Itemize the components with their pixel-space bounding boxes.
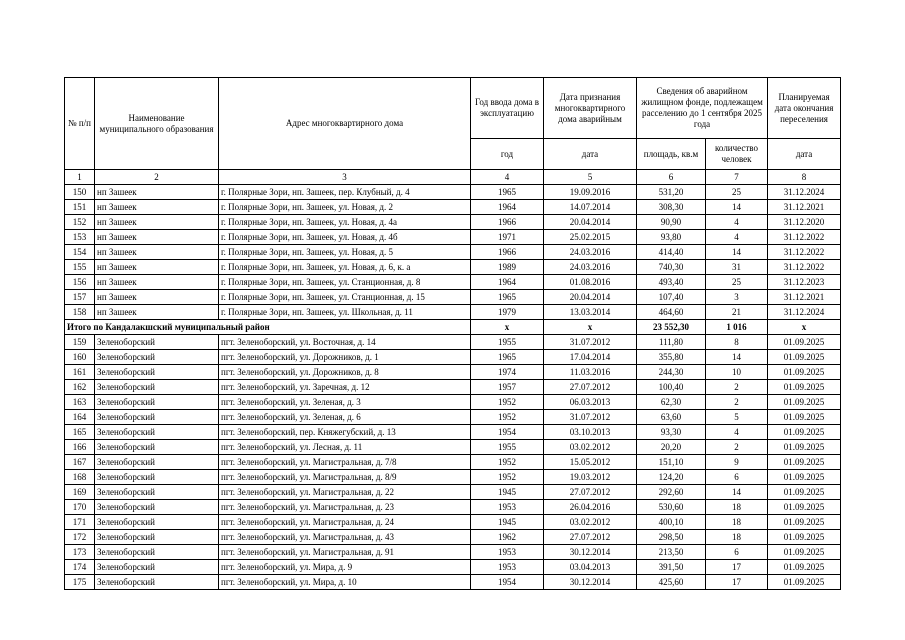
cell-year: 1954 [471, 575, 544, 590]
cell-address: г. Полярные Зори, нп. Зашеек, ул. Станционная, д. 8 [219, 275, 471, 290]
cell-address: г. Полярные Зори, нп. Зашеек, пер. Клубный, д. 4 [219, 185, 471, 200]
cell-num: 150 [65, 185, 95, 200]
column-number: 8 [768, 170, 841, 185]
cell-municipality: нп Зашеек [95, 230, 219, 245]
cell-end: 31.12.2022 [768, 260, 841, 275]
cell-date: 06.03.2013 [544, 395, 637, 410]
cell-end: 01.09.2025 [768, 485, 841, 500]
cell-address: г. Полярные Зори, нп. Зашеек, ул. Новая, д. 4б [219, 230, 471, 245]
total-area: 23 552,30 [637, 320, 706, 335]
cell-address: пгт. Зеленоборский, ул. Мира, д. 10 [219, 575, 471, 590]
cell-date: 03.10.2013 [544, 425, 637, 440]
cell-people: 21 [706, 305, 768, 320]
cell-area: 308,30 [637, 200, 706, 215]
table-row [65, 245, 841, 260]
cell-date: 13.03.2014 [544, 305, 637, 320]
cell-address: г. Полярные Зори, нп. Зашеек, ул. Станционная, д. 15 [219, 290, 471, 305]
cell-num: 167 [65, 455, 95, 470]
cell-end: 01.09.2025 [768, 560, 841, 575]
cell-year: 1952 [471, 470, 544, 485]
cell-end: 01.09.2025 [768, 530, 841, 545]
cell-date: 17.04.2014 [544, 350, 637, 365]
cell-date: 20.04.2014 [544, 215, 637, 230]
cell-address: пгт. Зеленоборский, ул. Магистральная, д. 23 [219, 500, 471, 515]
cell-end: 01.09.2025 [768, 500, 841, 515]
cell-address: пгт. Зеленоборский, ул. Восточная, д. 14 [219, 335, 471, 350]
header-municipality: Наименование муниципального образования [95, 78, 219, 170]
cell-num: 158 [65, 305, 95, 320]
cell-num: 160 [65, 350, 95, 365]
table-row [65, 545, 841, 560]
cell-area: 530,60 [637, 500, 706, 515]
table-row [65, 575, 841, 590]
cell-area: 93,80 [637, 230, 706, 245]
cell-people: 17 [706, 560, 768, 575]
cell-area: 63,60 [637, 410, 706, 425]
cell-people: 18 [706, 500, 768, 515]
cell-address: г. Полярные Зори, нп. Зашеек, ул. Новая, д. 2 [219, 200, 471, 215]
cell-municipality: Зеленоборский [95, 560, 219, 575]
cell-year: 1966 [471, 245, 544, 260]
cell-address: пгт. Зеленоборский, ул. Магистральная, д. 8/9 [219, 470, 471, 485]
cell-municipality: Зеленоборский [95, 515, 219, 530]
cell-end: 01.09.2025 [768, 365, 841, 380]
header-year-commission: Год ввода дома в эксплуатацию [471, 78, 544, 139]
cell-municipality: Зеленоборский [95, 380, 219, 395]
cell-end: 31.12.2021 [768, 200, 841, 215]
table-row [65, 350, 841, 365]
total-end: x [768, 320, 841, 335]
cell-year: 1953 [471, 560, 544, 575]
cell-area: 20,20 [637, 440, 706, 455]
cell-area: 107,40 [637, 290, 706, 305]
table-row [65, 200, 841, 215]
cell-num: 172 [65, 530, 95, 545]
rows-zelenoborsky [65, 335, 841, 590]
cell-address: пгт. Зеленоборский, ул. Дорожников, д. 1 [219, 350, 471, 365]
cell-area: 531,20 [637, 185, 706, 200]
cell-num: 174 [65, 560, 95, 575]
total-row [65, 320, 841, 335]
cell-date: 27.07.2012 [544, 380, 637, 395]
rows-zasheek [65, 185, 841, 320]
header-emergency-info: Сведения об аварийном жилищном фонде, подлежащем расселению до 1 сентября 2025 года [637, 78, 768, 139]
cell-date: 03.04.2013 [544, 560, 637, 575]
cell-area: 391,50 [637, 560, 706, 575]
cell-people: 10 [706, 365, 768, 380]
cell-date: 27.07.2012 [544, 485, 637, 500]
cell-people: 6 [706, 545, 768, 560]
cell-address: г. Полярные Зори, нп. Зашеек, ул. Новая, д. 4а [219, 215, 471, 230]
header-address: Адрес многоквартирного дома [219, 78, 471, 170]
cell-people: 18 [706, 515, 768, 530]
cell-municipality: нп Зашеек [95, 200, 219, 215]
cell-year: 1962 [471, 530, 544, 545]
cell-year: 1964 [471, 200, 544, 215]
cell-num: 163 [65, 395, 95, 410]
cell-address: пгт. Зеленоборский, ул. Зеленая, д. 3 [219, 395, 471, 410]
cell-area: 111,80 [637, 335, 706, 350]
cell-end: 31.12.2024 [768, 305, 841, 320]
cell-end: 31.12.2022 [768, 245, 841, 260]
cell-end: 01.09.2025 [768, 380, 841, 395]
resettlement-table [64, 77, 841, 590]
subheader-date2: дата [768, 139, 841, 170]
cell-end: 31.12.2024 [768, 185, 841, 200]
cell-num: 157 [65, 290, 95, 305]
cell-year: 1965 [471, 185, 544, 200]
header-num: № п/п [65, 78, 95, 170]
cell-date: 20.04.2014 [544, 290, 637, 305]
cell-year: 1979 [471, 305, 544, 320]
table-row [65, 425, 841, 440]
cell-people: 6 [706, 470, 768, 485]
cell-end: 01.09.2025 [768, 410, 841, 425]
cell-year: 1954 [471, 425, 544, 440]
cell-address: пгт. Зеленоборский, пер. Княжегубский, д. 13 [219, 425, 471, 440]
cell-municipality: Зеленоборский [95, 410, 219, 425]
cell-date: 01.08.2016 [544, 275, 637, 290]
cell-date: 24.03.2016 [544, 260, 637, 275]
column-number: 4 [471, 170, 544, 185]
cell-area: 100,40 [637, 380, 706, 395]
cell-end: 01.09.2025 [768, 470, 841, 485]
cell-year: 1974 [471, 365, 544, 380]
table-row [65, 485, 841, 500]
table-row [65, 365, 841, 380]
cell-municipality: нп Зашеек [95, 215, 219, 230]
cell-date: 15.05.2012 [544, 455, 637, 470]
cell-num: 164 [65, 410, 95, 425]
cell-year: 1952 [471, 410, 544, 425]
subheader-area: площадь, кв.м [637, 139, 706, 170]
column-numbers-row [65, 170, 841, 185]
cell-year: 1955 [471, 335, 544, 350]
cell-year: 1965 [471, 290, 544, 305]
subheader-date: дата [544, 139, 637, 170]
cell-end: 31.12.2022 [768, 230, 841, 245]
cell-year: 1953 [471, 500, 544, 515]
cell-year: 1945 [471, 515, 544, 530]
total-section [65, 320, 841, 335]
header-planned-end: Планируемая дата окончания переселения [768, 78, 841, 139]
cell-municipality: Зеленоборский [95, 335, 219, 350]
cell-end: 01.09.2025 [768, 395, 841, 410]
table-row [65, 335, 841, 350]
cell-date: 30.12.2014 [544, 545, 637, 560]
cell-address: пгт. Зеленоборский, ул. Заречная, д. 12 [219, 380, 471, 395]
cell-area: 298,50 [637, 530, 706, 545]
cell-people: 9 [706, 455, 768, 470]
cell-num: 156 [65, 275, 95, 290]
cell-people: 14 [706, 200, 768, 215]
cell-year: 1965 [471, 350, 544, 365]
cell-area: 425,60 [637, 575, 706, 590]
table-row [65, 230, 841, 245]
table-header [65, 78, 841, 185]
cell-num: 153 [65, 230, 95, 245]
cell-date: 19.09.2016 [544, 185, 637, 200]
cell-address: г. Полярные Зори, нп. Зашеек, ул. Новая, д. 5 [219, 245, 471, 260]
cell-people: 4 [706, 230, 768, 245]
cell-address: пгт. Зеленоборский, ул. Лесная, д. 11 [219, 440, 471, 455]
column-number: 5 [544, 170, 637, 185]
cell-year: 1966 [471, 215, 544, 230]
cell-area: 62,30 [637, 395, 706, 410]
cell-date: 19.03.2012 [544, 470, 637, 485]
cell-num: 154 [65, 245, 95, 260]
cell-num: 152 [65, 215, 95, 230]
cell-num: 169 [65, 485, 95, 500]
column-number: 6 [637, 170, 706, 185]
cell-municipality: Зеленоборский [95, 470, 219, 485]
header-date-emergency: Дата признания многоквартирного дома аварийным [544, 78, 637, 139]
subheader-people: количество человек [706, 139, 768, 170]
cell-municipality: Зеленоборский [95, 485, 219, 500]
cell-year: 1971 [471, 230, 544, 245]
cell-date: 31.07.2012 [544, 335, 637, 350]
table-row [65, 410, 841, 425]
cell-date: 25.02.2015 [544, 230, 637, 245]
cell-area: 124,20 [637, 470, 706, 485]
cell-year: 1952 [471, 395, 544, 410]
cell-date: 27.07.2012 [544, 530, 637, 545]
cell-end: 01.09.2025 [768, 440, 841, 455]
cell-people: 3 [706, 290, 768, 305]
cell-address: пгт. Зеленоборский, ул. Дорожников, д. 8 [219, 365, 471, 380]
cell-year: 1952 [471, 455, 544, 470]
cell-people: 18 [706, 530, 768, 545]
total-people: 1 016 [706, 320, 768, 335]
cell-num: 166 [65, 440, 95, 455]
cell-end: 01.09.2025 [768, 545, 841, 560]
resettlement-document [64, 77, 840, 590]
table-row [65, 380, 841, 395]
table-row [65, 470, 841, 485]
cell-municipality: Зеленоборский [95, 425, 219, 440]
cell-people: 4 [706, 425, 768, 440]
cell-area: 213,50 [637, 545, 706, 560]
cell-address: пгт. Зеленоборский, ул. Магистральная, д. 7/8 [219, 455, 471, 470]
table-row [65, 185, 841, 200]
cell-municipality: нп Зашеек [95, 275, 219, 290]
cell-end: 01.09.2025 [768, 425, 841, 440]
cell-num: 171 [65, 515, 95, 530]
cell-num: 151 [65, 200, 95, 215]
cell-people: 31 [706, 260, 768, 275]
table-row [65, 395, 841, 410]
column-number: 2 [95, 170, 219, 185]
cell-date: 03.02.2012 [544, 515, 637, 530]
cell-municipality: нп Зашеек [95, 290, 219, 305]
cell-municipality: Зеленоборский [95, 545, 219, 560]
cell-municipality: нп Зашеек [95, 245, 219, 260]
total-date: x [544, 320, 637, 335]
cell-end: 01.09.2025 [768, 350, 841, 365]
cell-municipality: нп Зашеек [95, 260, 219, 275]
cell-address: пгт. Зеленоборский, ул. Зеленая, д. 6 [219, 410, 471, 425]
cell-area: 93,30 [637, 425, 706, 440]
cell-end: 01.09.2025 [768, 515, 841, 530]
cell-address: пгт. Зеленоборский, ул. Магистральная, д. 22 [219, 485, 471, 500]
cell-municipality: Зеленоборский [95, 440, 219, 455]
cell-date: 24.03.2016 [544, 245, 637, 260]
cell-num: 162 [65, 380, 95, 395]
cell-num: 159 [65, 335, 95, 350]
cell-date: 03.02.2012 [544, 440, 637, 455]
cell-date: 11.03.2016 [544, 365, 637, 380]
cell-municipality: Зеленоборский [95, 500, 219, 515]
table-row [65, 290, 841, 305]
cell-end: 31.12.2023 [768, 275, 841, 290]
cell-num: 161 [65, 365, 95, 380]
cell-municipality: Зеленоборский [95, 395, 219, 410]
table-row [65, 530, 841, 545]
cell-area: 464,60 [637, 305, 706, 320]
cell-area: 740,30 [637, 260, 706, 275]
cell-date: 14.07.2014 [544, 200, 637, 215]
cell-year: 1945 [471, 485, 544, 500]
cell-people: 5 [706, 410, 768, 425]
subheader-year: год [471, 139, 544, 170]
cell-address: г. Полярные Зори, нп. Зашеек, ул. Школьная, д. 11 [219, 305, 471, 320]
table-row [65, 560, 841, 575]
cell-municipality: Зеленоборский [95, 530, 219, 545]
total-year: x [471, 320, 544, 335]
cell-people: 25 [706, 275, 768, 290]
cell-year: 1955 [471, 440, 544, 455]
cell-area: 414,40 [637, 245, 706, 260]
column-number: 1 [65, 170, 95, 185]
cell-date: 31.07.2012 [544, 410, 637, 425]
cell-end: 01.09.2025 [768, 575, 841, 590]
cell-num: 170 [65, 500, 95, 515]
cell-year: 1953 [471, 545, 544, 560]
cell-num: 175 [65, 575, 95, 590]
cell-date: 30.12.2014 [544, 575, 637, 590]
cell-people: 14 [706, 245, 768, 260]
cell-num: 165 [65, 425, 95, 440]
cell-year: 1989 [471, 260, 544, 275]
cell-area: 292,60 [637, 485, 706, 500]
cell-num: 155 [65, 260, 95, 275]
cell-municipality: Зеленоборский [95, 365, 219, 380]
cell-date: 26.04.2016 [544, 500, 637, 515]
cell-municipality: Зеленоборский [95, 350, 219, 365]
cell-area: 493,40 [637, 275, 706, 290]
table-row [65, 500, 841, 515]
cell-year: 1957 [471, 380, 544, 395]
table-row [65, 515, 841, 530]
cell-people: 14 [706, 350, 768, 365]
table-row [65, 260, 841, 275]
total-label: Итого по Кандалакшский муниципальный район [65, 320, 471, 335]
table-row [65, 455, 841, 470]
cell-area: 90,90 [637, 215, 706, 230]
cell-municipality: Зеленоборский [95, 455, 219, 470]
cell-area: 400,10 [637, 515, 706, 530]
cell-people: 25 [706, 185, 768, 200]
column-number: 7 [706, 170, 768, 185]
cell-end: 01.09.2025 [768, 335, 841, 350]
cell-year: 1964 [471, 275, 544, 290]
table-row [65, 275, 841, 290]
cell-num: 173 [65, 545, 95, 560]
cell-people: 17 [706, 575, 768, 590]
cell-people: 2 [706, 440, 768, 455]
cell-people: 14 [706, 485, 768, 500]
cell-address: пгт. Зеленоборский, ул. Магистральная, д. 43 [219, 530, 471, 545]
column-number: 3 [219, 170, 471, 185]
table-row [65, 305, 841, 320]
cell-municipality: нп Зашеек [95, 305, 219, 320]
cell-end: 31.12.2020 [768, 215, 841, 230]
cell-address: пгт. Зеленоборский, ул. Магистральная, д. 91 [219, 545, 471, 560]
cell-municipality: Зеленоборский [95, 575, 219, 590]
table-row [65, 440, 841, 455]
cell-people: 4 [706, 215, 768, 230]
cell-end: 01.09.2025 [768, 455, 841, 470]
cell-end: 31.12.2021 [768, 290, 841, 305]
cell-people: 2 [706, 380, 768, 395]
table-row [65, 215, 841, 230]
cell-address: пгт. Зеленоборский, ул. Мира, д. 9 [219, 560, 471, 575]
cell-address: г. Полярные Зори, нп. Зашеек, ул. Новая, д. 6, к. а [219, 260, 471, 275]
cell-area: 355,80 [637, 350, 706, 365]
cell-num: 168 [65, 470, 95, 485]
cell-area: 151,10 [637, 455, 706, 470]
cell-address: пгт. Зеленоборский, ул. Магистральная, д. 24 [219, 515, 471, 530]
cell-people: 8 [706, 335, 768, 350]
cell-municipality: нп Зашеек [95, 185, 219, 200]
cell-people: 2 [706, 395, 768, 410]
cell-area: 244,30 [637, 365, 706, 380]
